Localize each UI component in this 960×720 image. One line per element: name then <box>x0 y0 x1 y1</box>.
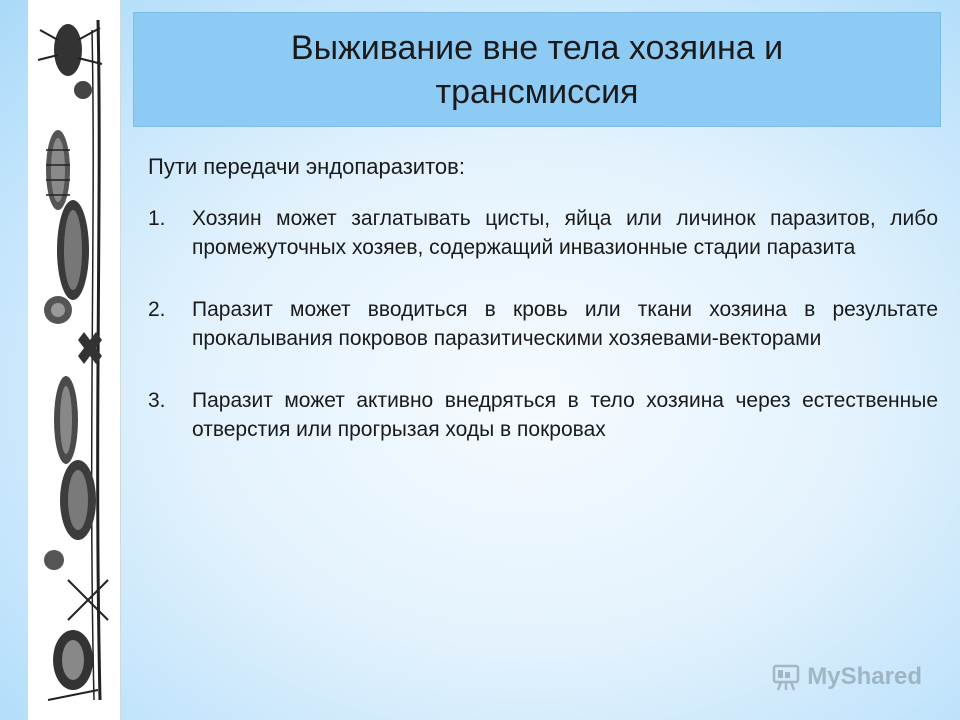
slide-title: Выживание вне тела хозяина и трансмиссия <box>290 28 784 111</box>
list-item <box>148 204 938 262</box>
list-item-text: Паразит может активно внедряться в тело хозяина через естественные отверстия или прогрызая ходы в покровах <box>192 389 938 441</box>
list-item-text: Паразит может вводиться в кровь или ткани хозяина в результате прокалывания покровов паразитическими хозяевами-векторами <box>192 298 938 350</box>
list-item-number: 1. <box>148 207 166 230</box>
list-item <box>148 295 938 353</box>
list-item-number: 3. <box>148 389 166 412</box>
list-item-number: 2. <box>148 298 166 321</box>
watermark-brand: MyShared <box>807 663 922 690</box>
list-item-text: Хозяин может заглатывать цисты, яйца или личинок паразитов, либо промежуточных хозяев, содержащий инвазионные стадии паразита <box>192 207 938 259</box>
slide-content <box>148 154 938 477</box>
transmission-routes-list <box>148 204 938 444</box>
slide-subtitle: Пути передачи эндопаразитов: <box>148 154 465 179</box>
parasite-illustration-icon <box>28 0 120 720</box>
myshared-watermark <box>771 662 922 692</box>
parasite-illustration-strip <box>28 0 121 720</box>
title-banner <box>133 12 941 127</box>
presentation-board-icon <box>771 662 801 692</box>
list-item <box>148 386 938 444</box>
